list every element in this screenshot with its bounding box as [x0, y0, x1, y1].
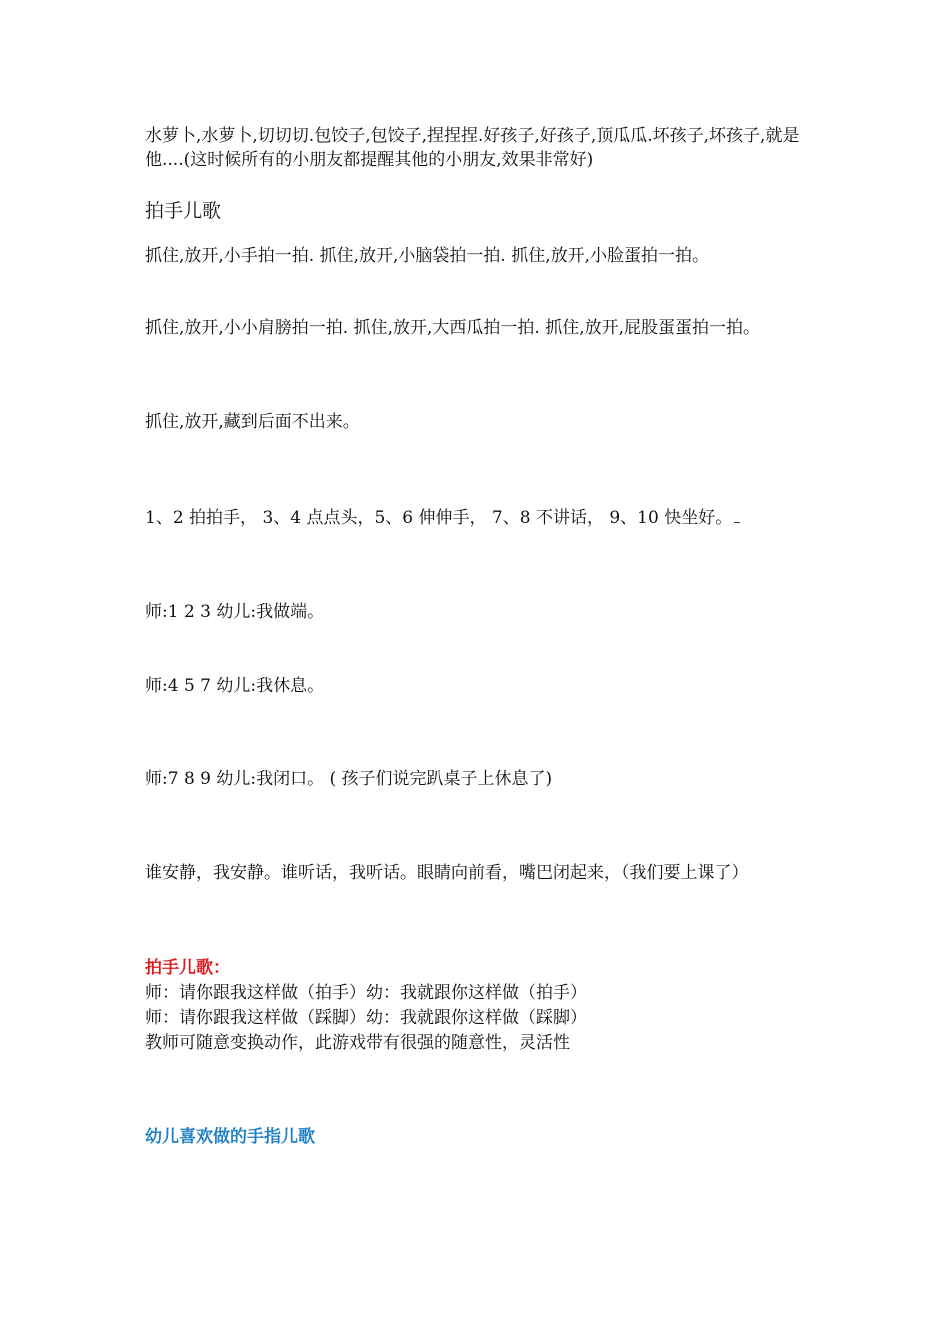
count-rhyme-text: 1、2 拍拍手， 3、4 点点头，5、6 伸伸手， 7、8 不讲话， 9、10 快坐好。 — [145, 508, 733, 528]
clap-line-2: 抓住,放开,小小肩膀拍一拍. 抓住,放开,大西瓜拍一拍. 抓住,放开,屁股蛋蛋拍一拍。 — [145, 318, 761, 338]
underline-mark — [734, 508, 740, 523]
clap-line-3: 抓住,放开,藏到后面不出来。 — [145, 412, 360, 432]
count-rhyme-line — [145, 506, 740, 530]
clap-song-heading: 拍手儿歌 — [145, 200, 222, 222]
clap-section-line-2: 师：请你跟我这样做（踩脚）幼：我就跟你这样做（踩脚） — [145, 1008, 587, 1028]
teacher-line-1: 师:1 2 3 幼儿:我做端。 — [145, 602, 325, 622]
teacher-line-2: 师:4 5 7 幼儿:我休息。 — [145, 676, 325, 696]
clap-section-line-1: 师：请你跟我这样做（拍手）幼：我就跟你这样做（拍手） — [145, 983, 587, 1003]
teacher-line-3: 师:7 8 9 幼儿:我闭口。 ( 孩子们说完趴桌子上休息了) — [145, 769, 553, 789]
clap-line-1: 抓住,放开,小手拍一拍. 抓住,放开,小脑袋拍一拍. 抓住,放开,小脸蛋拍一拍。 — [145, 246, 710, 266]
intro-paragraph: 水萝卜,水萝卜,切切切.包饺子,包饺子,捏捏捏.好孩子,好孩子,顶瓜瓜.坏孩子,坏孩子,就是他....(这时候所有的小朋友都提醒其他的小朋友,效果非常好) — [145, 126, 800, 170]
quiet-rhyme-line: 谁安静，我安静。谁听话，我听话。眼睛向前看，嘴巴闭起来，（我们要上课了） — [145, 863, 749, 883]
clap-section-title: 拍手儿歌： — [145, 958, 230, 978]
finger-song-title: 幼儿喜欢做的手指儿歌 — [145, 1127, 315, 1147]
clap-section-line-3: 教师可随意变换动作，此游戏带有很强的随意性，灵活性 — [145, 1033, 570, 1053]
